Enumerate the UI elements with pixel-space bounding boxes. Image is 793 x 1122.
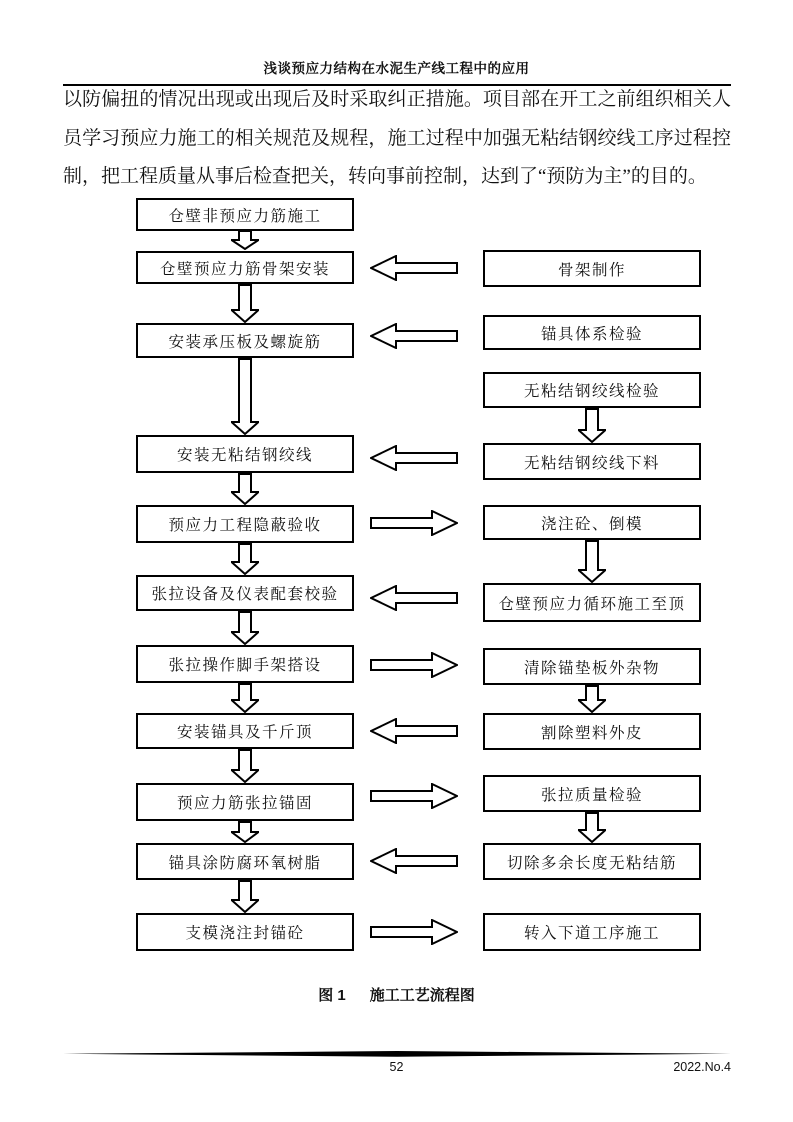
flow-step-right-2: 无粘结钢绞线检验 bbox=[483, 372, 701, 408]
down-arrow bbox=[578, 540, 606, 583]
down-arrow bbox=[231, 683, 259, 713]
footer-rule bbox=[63, 1051, 731, 1057]
flow-step-right-5: 仓壁预应力循环施工至顶 bbox=[483, 583, 701, 622]
flow-step-left-9: 锚具涂防腐环氧树脂 bbox=[136, 843, 354, 880]
flow-step-left-7: 安装锚具及千斤顶 bbox=[136, 713, 354, 749]
down-arrow bbox=[231, 473, 259, 505]
right-arrow bbox=[370, 783, 458, 809]
flow-step-right-8: 张拉质量检验 bbox=[483, 775, 701, 812]
paragraph-line: 以防偏扭的情况出现或出现后及时采取纠正措施。项目部在开工之前组织相关人 bbox=[63, 89, 731, 110]
down-arrow bbox=[231, 749, 259, 783]
down-arrow bbox=[578, 812, 606, 843]
down-arrow bbox=[231, 880, 259, 913]
flow-step-left-8: 预应力筋张拉锚固 bbox=[136, 783, 354, 821]
left-arrow bbox=[370, 848, 458, 874]
flow-step-left-10: 支模浇注封锚砼 bbox=[136, 913, 354, 951]
flow-step-right-1: 锚具体系检验 bbox=[483, 315, 701, 350]
flow-step-right-6: 清除锚垫板外杂物 bbox=[483, 648, 701, 685]
running-title: 浅谈预应力结构在水泥生产线工程中的应用 bbox=[263, 61, 530, 76]
right-arrow bbox=[370, 510, 458, 536]
flow-step-right-0: 骨架制作 bbox=[483, 250, 701, 287]
flow-step-right-7: 割除塑料外皮 bbox=[483, 713, 701, 750]
down-arrow bbox=[231, 284, 259, 323]
paragraph-line: 员学习预应力施工的相关规范及规程，施工过程中加强无粘结钢绞线工序过程控 bbox=[63, 127, 731, 149]
flow-step-left-4: 预应力工程隐蔽验收 bbox=[136, 505, 354, 543]
down-arrow bbox=[578, 408, 606, 443]
left-arrow bbox=[370, 445, 458, 471]
flow-step-right-4: 浇注砼、倒模 bbox=[483, 505, 701, 540]
flow-step-left-2: 安装承压板及螺旋筋 bbox=[136, 323, 354, 358]
down-arrow bbox=[231, 611, 259, 645]
flow-step-left-5: 张拉设备及仪表配套校验 bbox=[136, 575, 354, 611]
issue-number: 2022.No.4 bbox=[673, 1060, 731, 1074]
flow-step-left-0: 仓壁非预应力筋施工 bbox=[136, 198, 354, 231]
figure-caption bbox=[0, 984, 793, 1005]
flow-step-left-3: 安装无粘结钢绞线 bbox=[136, 435, 354, 473]
right-arrow bbox=[370, 652, 458, 678]
flow-step-right-3: 无粘结钢绞线下料 bbox=[483, 443, 701, 480]
flow-step-right-10: 转入下道工序施工 bbox=[483, 913, 701, 951]
left-arrow bbox=[370, 323, 458, 349]
paragraph-line: 制，把工程质量从事后检查把关，转向事前控制，达到了“预防为主”的目的。 bbox=[63, 166, 707, 187]
left-arrow bbox=[370, 255, 458, 281]
body-paragraph bbox=[63, 81, 731, 197]
down-arrow bbox=[231, 821, 259, 843]
down-arrow bbox=[578, 685, 606, 713]
down-arrow bbox=[231, 358, 259, 435]
left-arrow bbox=[370, 585, 458, 611]
flow-step-left-1: 仓壁预应力筋骨架安装 bbox=[136, 251, 354, 284]
right-arrow bbox=[370, 919, 458, 945]
down-arrow bbox=[231, 230, 259, 250]
caption-label: 图 1 bbox=[318, 987, 346, 1004]
down-arrow bbox=[231, 543, 259, 575]
caption-title: 施工工艺流程图 bbox=[369, 987, 475, 1004]
left-arrow bbox=[370, 718, 458, 744]
flow-step-left-6: 张拉操作脚手架搭设 bbox=[136, 645, 354, 683]
page-number: 52 bbox=[389, 1060, 404, 1074]
flow-step-right-9: 切除多余长度无粘结筋 bbox=[483, 843, 701, 880]
